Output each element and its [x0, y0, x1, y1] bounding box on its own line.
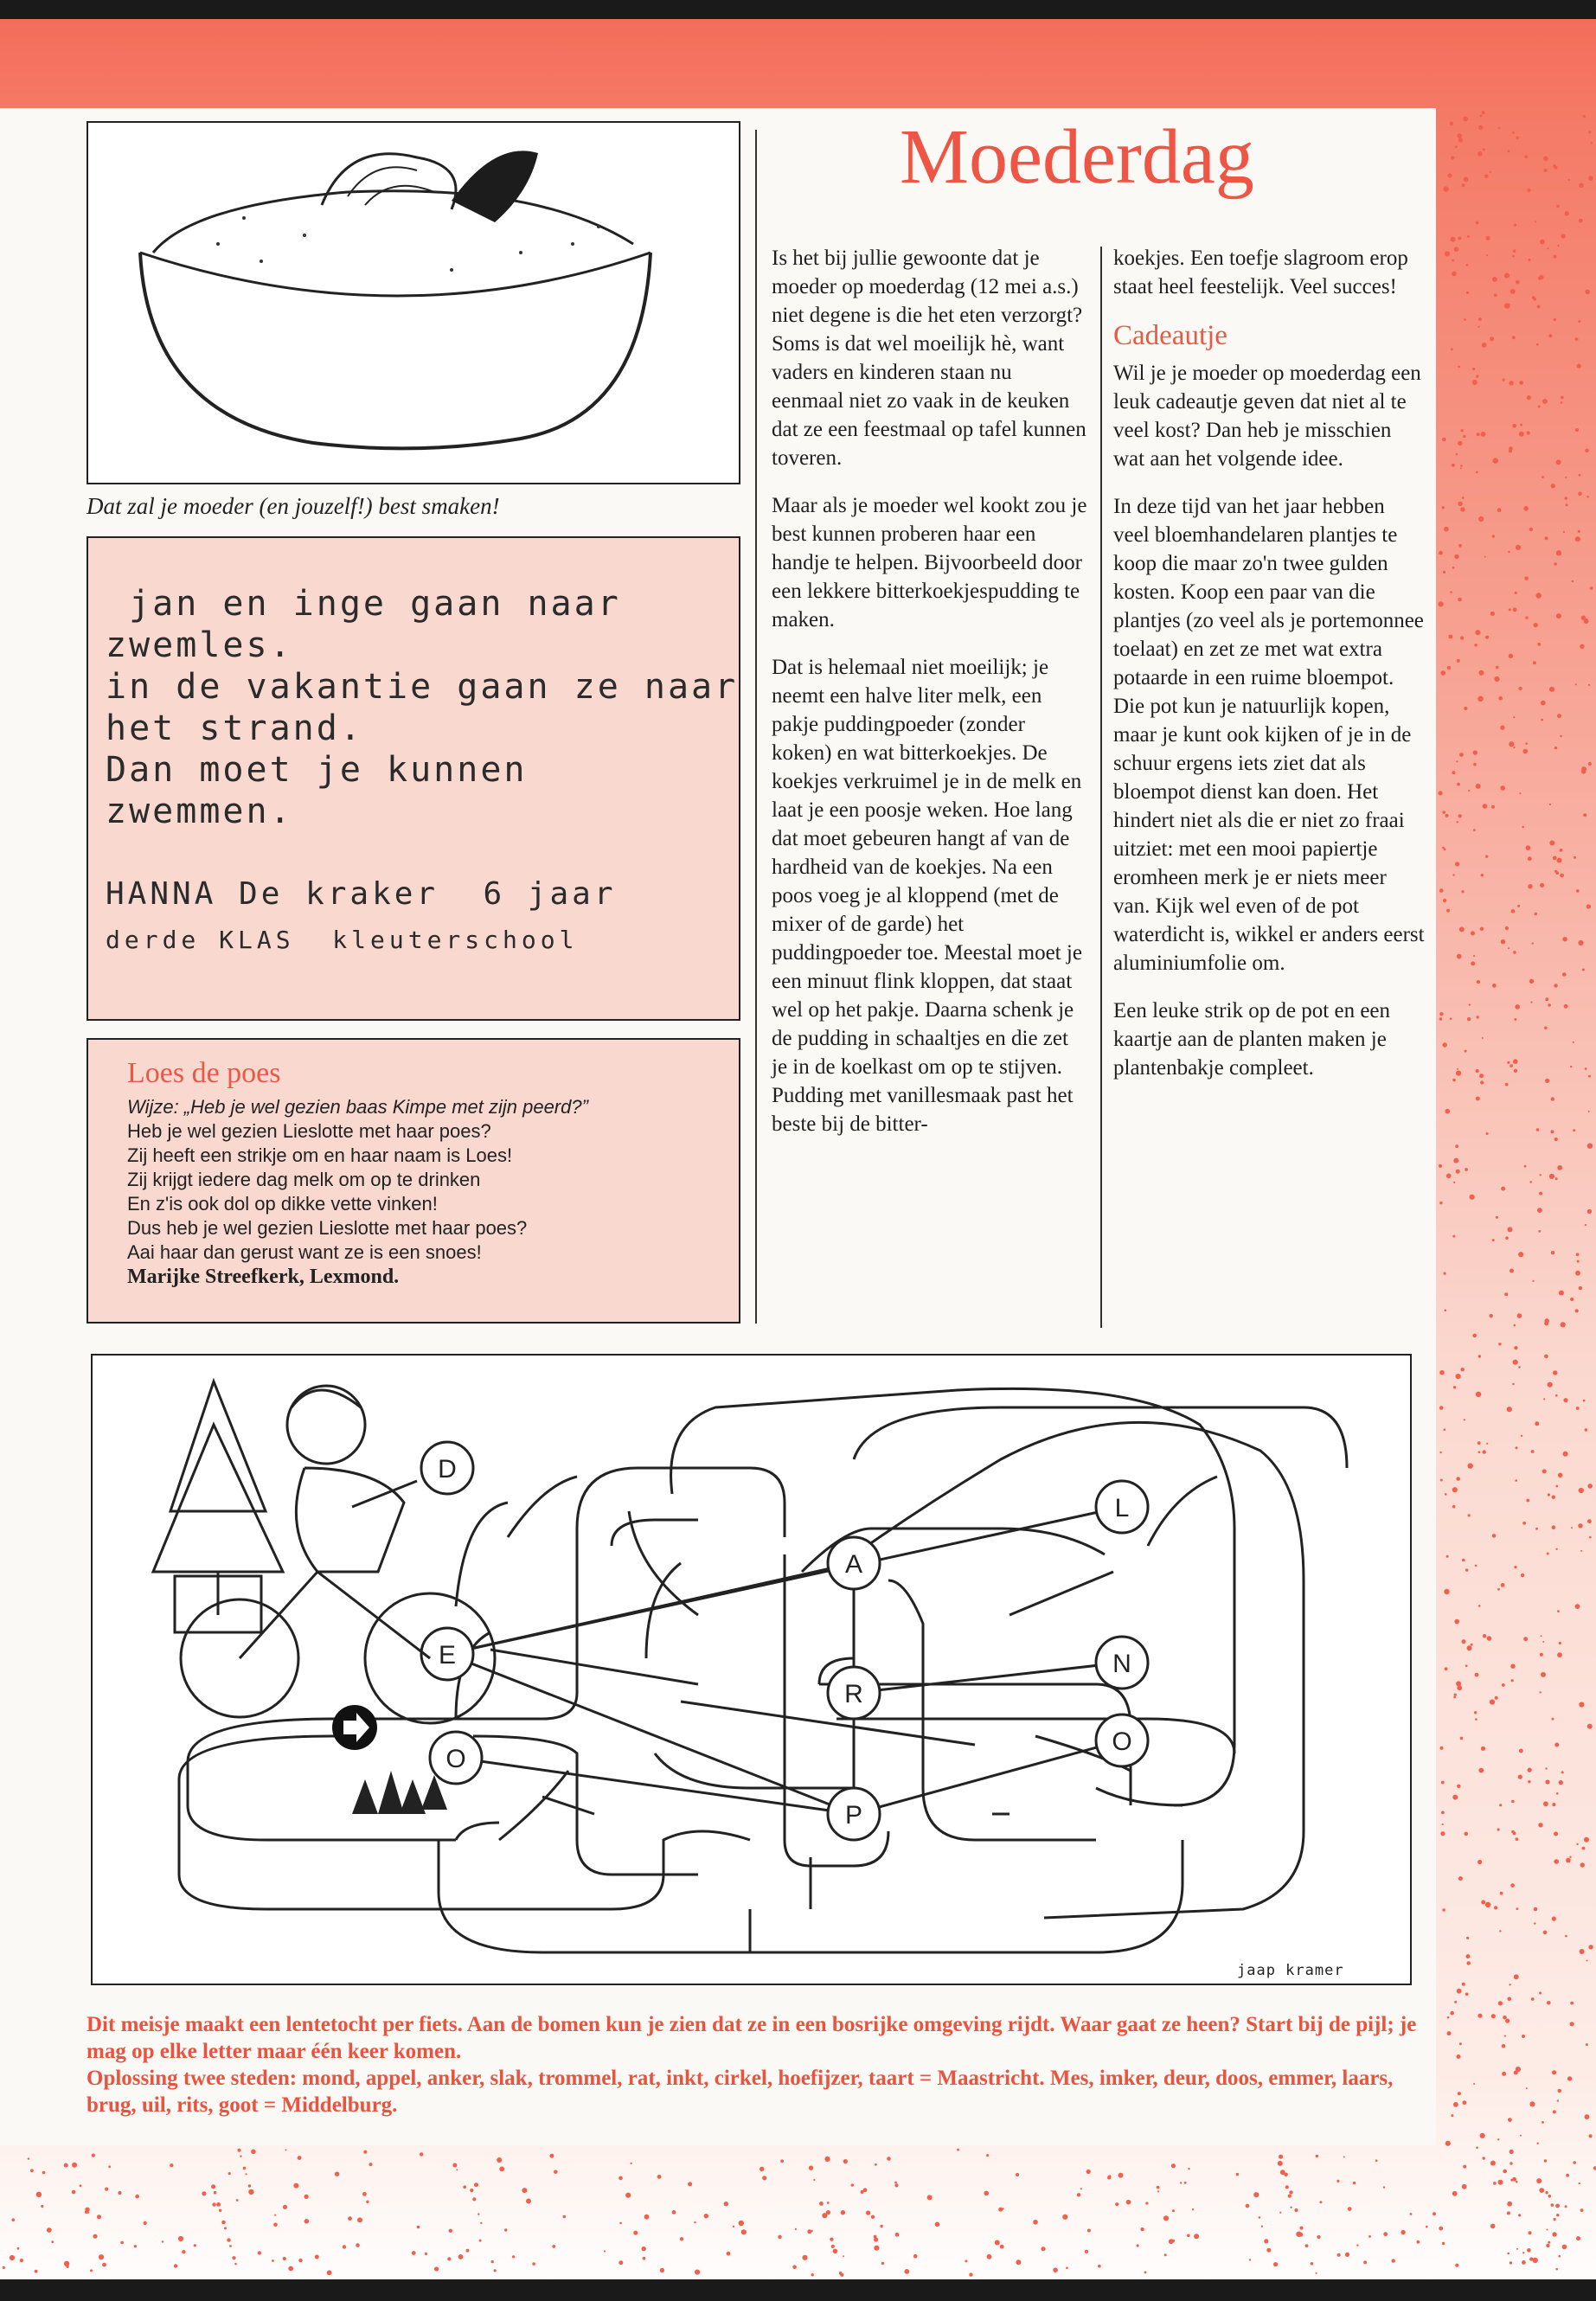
maze-node-o [1096, 1715, 1148, 1766]
trees-icon [352, 1771, 447, 1814]
poem-tune: Wijze: „Heb je wel gezien baas Kimpe met zijn peerd?” [127, 1096, 588, 1118]
article-paragraph: Dat is helemaal niet moeilijk; je neemt een halve liter melk, een pakje puddingpoeder (zonder koken) en wat bitterkoekjes. De koekjes verkruimel je in de melk en laat je een poosje weken. Hoe lang dat moet gebeuren hangt af van de hardheid van de koekjes. Na een poos voeg je al kloppend (met de mixer of de garde) het puddingpoeder toe. Meestal moet je een minuut flink kloppen, dat staat wel op het pakje. Daarna schenk je de pudding in schaaltjes en die zet je in de koelkast om op te stijven. Pudding met vanillesmaak past het beste bij de bitter- [772, 656, 1082, 1136]
poem-line: Zij heeft een strikje om en haar naam is Loes! [127, 1144, 513, 1166]
article-paragraph: Een leuke strik op de pot en een kaartje aan de planten maken je plantenbakje compleet. [1113, 999, 1391, 1080]
letter-line: jan en inge gaan naar [106, 584, 621, 624]
maze-node-o [430, 1732, 482, 1784]
article-column-1 [772, 244, 1087, 1157]
solution-text: Oplossing twee steden: mond, appel, anker, slak, trommel, rat, inkt, cirkel, hoefijzer, taart = Maastricht. Mes, imker, deur, doos, emmer, laars, brug, uil, rits, goot = Middelburg. [87, 2067, 1394, 2117]
poem-line: Zij krijgt iedere dag melk om op te drinken [127, 1169, 481, 1190]
article-paragraph: koekjes. Een toefje slagroom erop staat heel feestelijk. Veel succes! [1113, 247, 1408, 298]
puzzle-instructions [87, 2011, 1423, 2118]
letter-line: zwemles. [106, 625, 293, 665]
maze-node-r [828, 1667, 880, 1719]
scan-edge-top [0, 0, 1596, 19]
article-column-2 [1113, 244, 1425, 1101]
scan-edge-bottom [0, 2279, 1596, 2301]
svg-text:A: A [844, 1550, 863, 1579]
maze-node-e [421, 1628, 473, 1680]
letter-line: Dan moet je kunnen [106, 750, 528, 790]
cadeautje-heading: Cadeautje [1113, 320, 1227, 351]
poem-title: Loes de poes [127, 1057, 281, 1089]
pudding-bowl-drawing [88, 123, 739, 483]
svg-text:O: O [1112, 1727, 1132, 1756]
article-title: Moederdag [900, 114, 1254, 200]
letter-line: in de vakantie gaan ze naar [106, 667, 739, 707]
article-paragraph: Maar als je moeder wel kookt zou je best kunnen proberen haar een handje te helpen. Bijvoorbeeld door een lekkere bitterkoekjespudding te maken. [772, 494, 1087, 631]
maze-node-l [1096, 1481, 1148, 1533]
maze-node-d [421, 1442, 473, 1494]
maze-puzzle [91, 1354, 1412, 1985]
pudding-illustration [87, 121, 740, 484]
pine-tree-icon [153, 1381, 283, 1615]
article-paragraph: In deze tijd van het jaar hebben veel bloemhandelaren plantjes te koop die maar zo'n twee gulden kosten. Koop een paar van die plantjes (zo veel als je portemonnee toelaat) en zet ze met wat extra potaarde in een ruime bloempot. Die pot kun je natuurlijk kopen, maar je kunt ook kijken of je in de schuur ergens iets ziet dat als bloempot dienst kan doen. Het hindert niet als die er niet zo fraai uitziet: met een mooi papiertje eromheen merk je er niets meer van. Kijk wel even of de pot waterdicht is, wikkel er anders eerst aluminiumfolie om. [1113, 495, 1425, 975]
pudding-caption: Dat zal je moeder (en jouzelf!) best smaken! [87, 493, 500, 519]
letter-signature: HANNA De kraker 6 jaar [106, 876, 617, 912]
poem-box [87, 1038, 740, 1324]
maze-node-n [1096, 1637, 1148, 1689]
illustrator-signature: jaap kramer [1237, 1962, 1344, 1979]
article-paragraph: Is het bij jullie gewoonte dat je moeder op moederdag (12 mei a.s.) niet degene is die het eten verzorgt? Soms is dat wel moeilijk hè, want vaders en kinderen staan nu eenmaal niet zo vaak in de keuken dat ze een feestmaal op tafel kunnen toveren. [772, 247, 1086, 470]
article-paragraph: Wil je je moeder op moederdag een leuk cadeautje geven dat niet al te veel kost? Dan heb je misschien wat aan het volgende idee. [1113, 362, 1421, 471]
svg-text:D: D [438, 1455, 457, 1484]
svg-text:P: P [844, 1801, 863, 1830]
poem-line: Aai haar dan gerust want ze is een snoes! [127, 1241, 482, 1263]
svg-text:R: R [844, 1680, 863, 1708]
puzzle-text: Dit meisje maakt een lentetocht per fiets. Aan de bomen kun je zien dat ze in een bosrijke omgeving rijdt. Waar gaat ze heen? Start bij de pijl; je mag op elke letter maar één keer komen. [87, 2013, 1417, 2063]
poem-line: En z'is ook dol op dikke vette vinken! [127, 1193, 438, 1215]
column-separator [1100, 247, 1102, 1328]
letter-line: zwemmen. [106, 792, 293, 831]
poem-author: Marijke Streefkerk, Lexmond. [127, 1266, 400, 1288]
maze-node-a [828, 1537, 880, 1589]
maze-node-p [828, 1788, 880, 1840]
child-letter-box [87, 536, 740, 1021]
svg-text:E: E [438, 1641, 457, 1670]
poem-line: Heb je wel gezien Lieslotte met haar poes? [127, 1120, 491, 1142]
letter-school: derde KLAS kleuterschool [106, 926, 579, 954]
svg-text:N: N [1112, 1650, 1131, 1678]
column-divider [755, 130, 757, 1324]
svg-text:L: L [1114, 1494, 1130, 1522]
start-arrow-icon [332, 1705, 377, 1750]
poem-line: Dus heb je wel gezien Lieslotte met haar poes? [127, 1217, 528, 1239]
maze-drawing [93, 1356, 1410, 1984]
svg-text:O: O [445, 1745, 466, 1773]
letter-line: het strand. [106, 708, 363, 748]
